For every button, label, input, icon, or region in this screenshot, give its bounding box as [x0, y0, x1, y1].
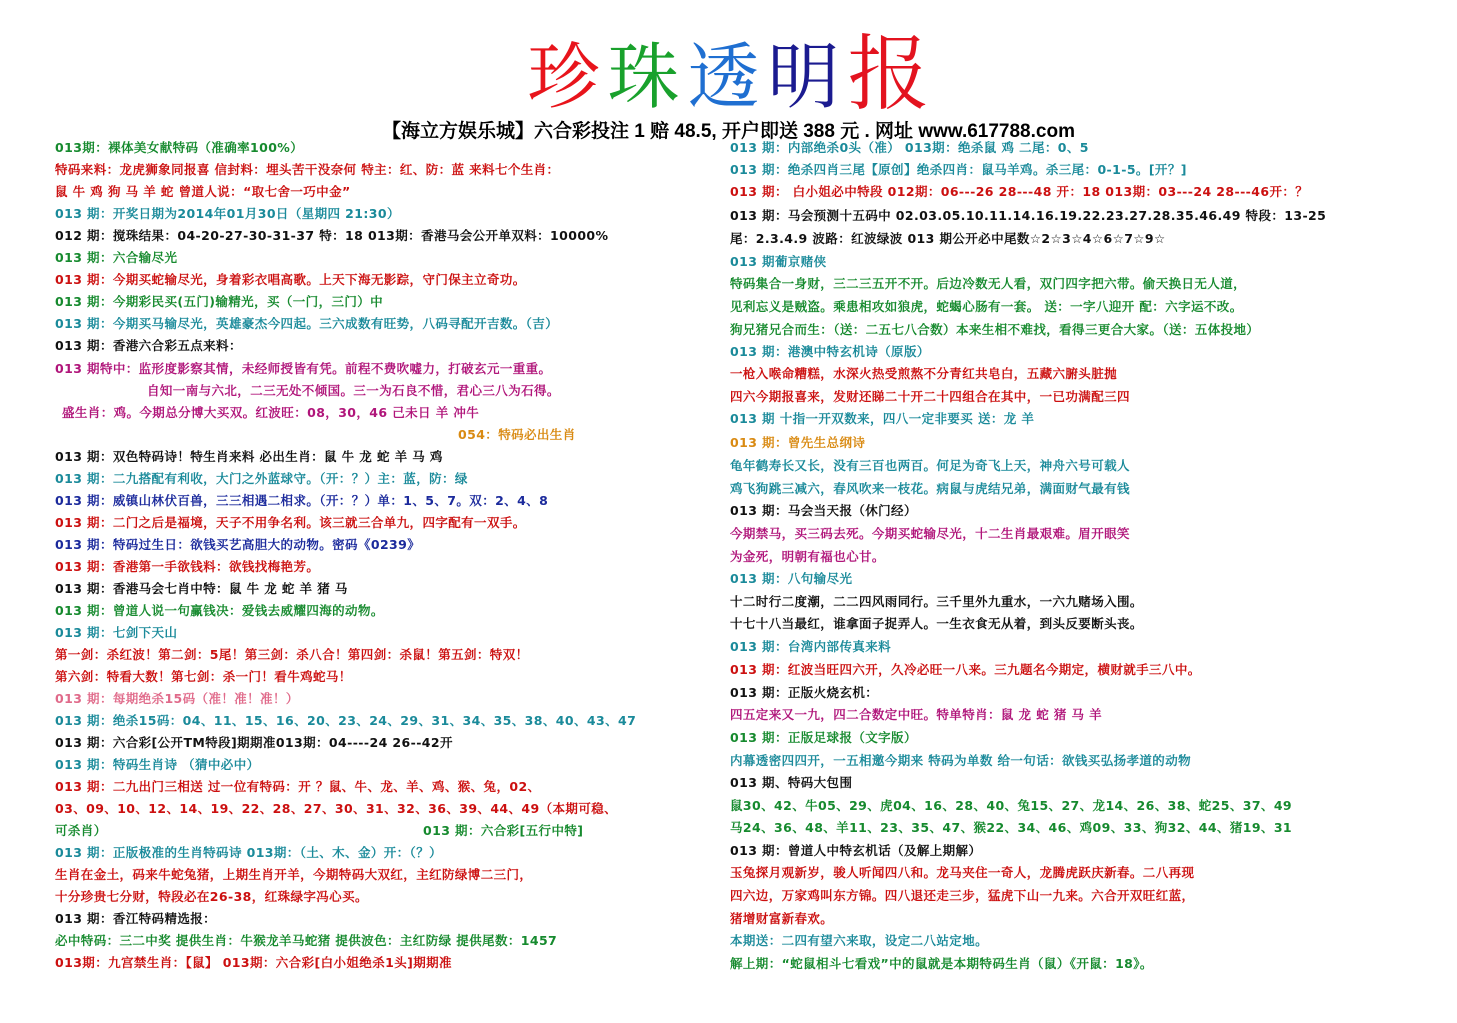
- text-line: 十七十八当最红，谁拿面子捉弄人。一生衣食无从着，到头反要断头丧。: [730, 616, 1143, 631]
- text-line: 013 期：绝杀四肖三尾【原创】绝杀四肖：鼠马羊鸡。杀三尾：0-1-5。[开？]: [730, 162, 1187, 177]
- text-line: 013 期：港澳中特玄机诗（原版）: [730, 344, 930, 359]
- text-line: 玉兔探月观新岁，骏人听闻四八和。龙马夹住一奇人，龙腾虎跃庆新春。二八再现: [730, 865, 1195, 880]
- text-line: 013 期葡京赌侠: [730, 254, 827, 269]
- text-line: 盛生肖：鸡。今期总分博大买双。红波旺：08，30，46 己未日 羊 冲牛: [62, 405, 480, 420]
- text-line: 013 期：内部绝杀0头（准） 013期：绝杀鼠 鸡 二尾：0、5: [730, 140, 1089, 155]
- text-line: 四六今期报喜来，发财还睇二十开二十四组合在其中，一已功满配三四: [730, 389, 1130, 404]
- text-line: 内幕透密四四开，一五相邀今期来 特码为单数 给一句话：欲钱买弘扬孝道的动物: [730, 753, 1192, 768]
- text-line: 013 期：特码过生日：欲钱买艺高胆大的动物。密码《0239》: [55, 537, 421, 552]
- text-line: 尾：2.3.4.9 波路：红波绿波 013 期公开必中尾数☆2☆3☆4☆6☆7☆9☆: [730, 231, 1166, 246]
- title-char-5: 报: [847, 27, 930, 122]
- text-line: 013 期：威镇山林伏百兽，三三相遇二相求。（开：？）单：1、5、7。双：2、4、8: [55, 493, 549, 508]
- text-line: 013 期：八句输尽光: [730, 571, 853, 586]
- text-line: 013 期：双色特码诗！特生肖来料 必出生肖：鼠 牛 龙 蛇 羊 马 鸡: [55, 449, 443, 464]
- text-line: 自知一南与六北，二三无处不倾国。三一为石良不惜，君心三八为石得。: [147, 383, 560, 398]
- text-line: 013 期 十指一开双数来，四八一定非要买 送：龙 羊: [730, 411, 1035, 426]
- text-line: 013 期： 白小姐必中特段 012期：06---26 28---48 开：18 013期：03---24 28---46开：？: [730, 184, 1309, 199]
- text-line: 第六剑：特看大数！第七剑：杀一门！看牛鸡蛇马！: [55, 669, 352, 684]
- text-line: 鸡飞狗跳三减六，春风吹来一枝花。病鼠与虎结兄弟，满面财气最有钱: [730, 481, 1130, 496]
- text-line: 十分珍贵七分财，特段必在26-38，红珠绿字冯心买。: [55, 889, 368, 904]
- text-line: 013 期：正版足球报（文字版）: [730, 730, 917, 745]
- title-char-3: 透: [687, 35, 760, 119]
- text-line: 013 期：六合输尽光: [55, 250, 178, 265]
- text-line: 013期：裸体美女献特码（准确率100%）: [55, 140, 304, 155]
- text-line: 013 期：曾先生总纲诗: [730, 435, 866, 450]
- text-line: 龟年鹤寿长又长，没有三百也两百。何足为奇飞上天，神舟六号可载人: [730, 458, 1130, 473]
- text-line: 013 期：香港六合彩五点来料：: [55, 338, 242, 353]
- text-line: 生肖在金土，码来牛蛇兔猪，上期生肖开羊，今期特码大双红，主红防绿博二三门，: [55, 867, 533, 882]
- text-line: 013 期：今期彩民买(五门)输精光，买（一门，三门）中: [55, 294, 384, 309]
- title-char-2: 珠: [607, 35, 680, 119]
- text-line: 解上期：“蛇鼠相斗七看戏”中的鼠就是本期特码生肖（鼠）《开鼠：18》。: [730, 956, 1153, 971]
- text-line: 十二时行二度潮，二二四风雨同行。三千里外九重水，一六九赌场入围。: [730, 594, 1143, 609]
- title-char-1: 珍: [527, 35, 600, 119]
- text-line: 特码集合一身财，三二三五开不开。后边冷数无人看，双门四字把六带。偷天换日无人道，: [730, 276, 1247, 291]
- text-line: 鼠30、42、牛05、29、虎04、16、28、40、兔15、27、龙14、26、38、蛇25、37、49: [730, 798, 1293, 813]
- text-line: 013 期：今期买马输尽光，英雄豪杰今四起。三六成数有旺势，八码寻配开吉数。（吉）: [55, 316, 559, 331]
- text-line: 本期送：二四有望六来取，设定二八站定地。: [730, 933, 989, 948]
- text-line: 013 期：今期买蛇输尽光，身着彩衣唱高歌。上天下海无影踪，守门保主立奇功。: [55, 272, 526, 287]
- text-line: 013 期：六合彩[五行中特]: [423, 823, 584, 838]
- text-line: 猪增财富新春欢。: [730, 911, 834, 926]
- text-line: 013 期：香港第一手欲钱料：欲钱找梅艳芳。: [55, 559, 320, 574]
- text-line: 一枪入喉命糟糕，水深火热受煎熬不分青红共皂白，五藏六腑头脏抛: [730, 366, 1118, 381]
- text-line: 013 期、特码大包围: [730, 775, 853, 790]
- text-line: 见利忘义是贼盗。乘患相攻如狼虎，蛇蝎心肠有一套。 送：一字八迎开 配：六字运不改。: [730, 299, 1243, 314]
- text-line: 013 期：马会预测十五码中 02.03.05.10.11.14.16.19.22.23.27.28.35.46.49 特段：13-25: [730, 208, 1327, 223]
- text-line: 013期：九宫禁生肖：【鼠】 013期：六合彩[白小姐绝杀1头]期期准: [55, 955, 452, 970]
- text-line: 013 期：开奖日期为2014年01月30日（星期四 21:30）: [55, 206, 400, 221]
- text-line: 013 期：六合彩[公开TM特段]期期准013期：04----24 26--42开: [55, 735, 453, 750]
- text-line: 013 期：曾道人说一句赢钱决：爱钱去威耀四海的动物。: [55, 603, 384, 618]
- text-line: 为金死，明朝有福也心甘。: [730, 549, 885, 564]
- text-line: 013 期：马会当天报（休门经）: [730, 503, 917, 518]
- text-line: 第一剑：杀红波！第二剑：5尾！第三剑：杀八合！第四剑：杀鼠！第五剑：特双！: [55, 647, 529, 662]
- text-line: 013 期：七剑下天山: [55, 625, 178, 640]
- text-line: 可杀肖）: [55, 823, 107, 838]
- text-line: 013 期：绝杀15码：04、11、15、16、20、23、24、29、31、34、35、38、40、43、47: [55, 713, 637, 728]
- text-line: 054：特码必出生肖: [458, 427, 576, 442]
- text-line: 013 期：正版火烧玄机：: [730, 685, 879, 700]
- text-line: 今期禁马，买三码去死。今期买蛇输尽光，十二生肖最艰难。眉开眼笑: [730, 526, 1130, 541]
- text-line: 013 期：香江特码精选报：: [55, 911, 217, 926]
- text-line: 03、09、10、12、14、19、22、28、27、30、31、32、36、39、44、49（本期可稳、: [55, 801, 618, 816]
- text-line: 必中特码：三二中奖 提供生肖：牛猴龙羊马蛇猪 提供波色：主红防绿 提供尾数：1457: [55, 933, 558, 948]
- text-line: 013 期：特码生肖诗 （猜中必中）: [55, 757, 260, 772]
- text-line: 四六边，万家鸡叫东方锦。四八退还走三步，猛虎下山一九来。六合开双旺红蓝，: [730, 888, 1195, 903]
- text-line: 013 期：曾道人中特玄机话（及解上期解）: [730, 843, 982, 858]
- title-char-4: 明: [767, 35, 840, 119]
- text-line: 狗兄猪兄合而生：（送：二五七八合数）本来生相不难找，看得三更合大家。（送：五体投地）: [730, 322, 1260, 337]
- text-line: 013 期：台湾内部传真来料: [730, 639, 892, 654]
- newspaper-title: [0, 27, 1457, 122]
- text-line: 013 期：正版极准的生肖特码诗 013期：（土、木、金）开：（？）: [55, 845, 442, 860]
- text-line: 013 期：二门之后是福境，天子不用争名利。该三就三合单九，四字配有一双手。: [55, 515, 526, 530]
- text-line: 013 期：香港马会七肖中特：鼠 牛 龙 蛇 羊 猪 马: [55, 581, 348, 596]
- text-line: 四五定来又一九，四二合数定中旺。特单特肖：鼠 龙 蛇 猪 马 羊: [730, 707, 1103, 722]
- ad-banner: 【海立方娱乐城】六合彩投注 1 赔 48.5, 开户即送 388 元 . 网址 www.617788.com: [382, 121, 1075, 142]
- text-line: 鼠 牛 鸡 狗 马 羊 蛇 曾道人说：“取七舍一巧中金”: [55, 184, 351, 199]
- text-line: 013 期：每期绝杀15码（准！准！准！）: [55, 691, 299, 706]
- text-line: 013 期：二九出门三相送 过一位有特码：开 ？鼠、牛、龙、羊、鸡、猴、兔，02、: [55, 779, 541, 794]
- text-line: 013 期：红波当旺四六开，久冷必旺一八来。三九题名今期定，横财就手三八中。: [730, 662, 1201, 677]
- text-line: 特码来料：龙虎狮象同报喜 信封料：埋头苦干没奈何 特主：红、防：蓝 来料七个生肖：: [55, 162, 560, 177]
- text-line: 012 期：搅珠结果：04-20-27-30-31-37 特：18 013期：香港马会公开单双料：10000%: [55, 228, 609, 243]
- text-line: 013 期特中：监形度影察其情，未经师授皆有凭。前程不费吹嘘力，打破玄元一重重。: [55, 361, 552, 376]
- text-line: 013 期：二九搭配有利收，大门之外蓝球守。（开：？）主：蓝，防：绿: [55, 471, 468, 486]
- text-line: 马24、36、48、羊11、23、35、47、猴22、34、46、鸡09、33、狗32、44、猪19、31: [730, 820, 1293, 835]
